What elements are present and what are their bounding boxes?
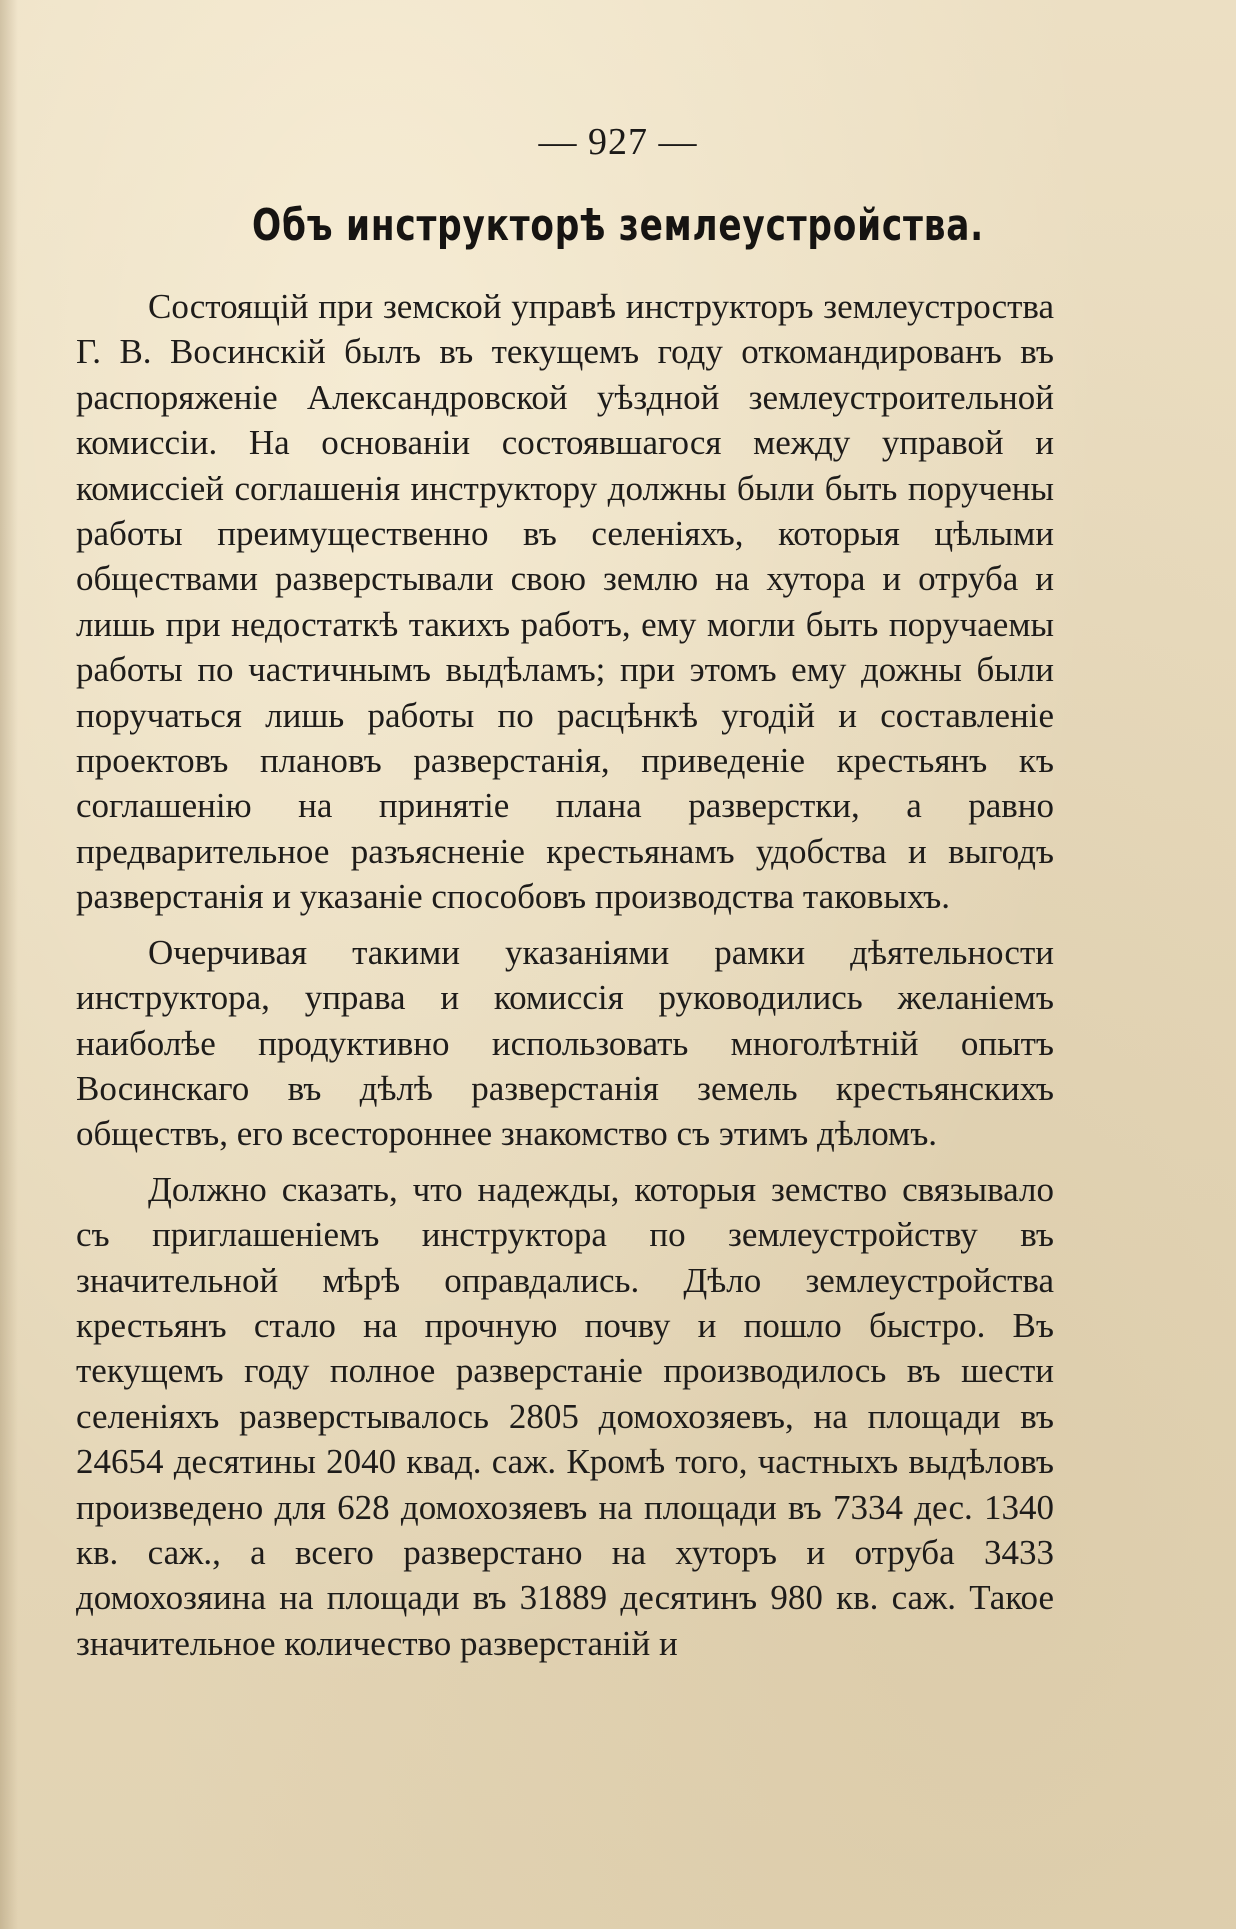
paragraph-2: Очерчивая такими указаніями рамки дѣятельности инструктора, управа и комиссія руководились желаніемъ наиболѣе продуктивно использовать многолѣтній опытъ Восинскаго въ дѣлѣ разверстанія земель крестьянскихъ обществъ, его всестороннее знакомство съ этимъ дѣломъ.	[76, 932, 1054, 1154]
page-number: — 927 —	[538, 121, 698, 163]
paragraph-1: Состоящій при земской управѣ инструкторъ землеустроства Г. В. Восинскій былъ въ текущемъ году откомандированъ въ распоряженіе Александровской уѣздной землеустроительной комиссіи. На основаніи состоявшагося между управой и комиссіей соглашенія инструктору должны были быть поручены работы преимущественно въ селеніяхъ, которыя цѣлыми обществами разверстывали свою землю на хутора и отруба и лишь при недостаткѣ такихъ работъ, ему могли быть поручаемы работы по частичнымъ выдѣламъ; при этомъ ему дожны были поручаться лишь работы по расцѣнкѣ угодій и составленіе проектовъ плановъ разверстанія, приведеніе крестьянъ къ соглашенію на принятіе плана разверстки, а равно предварительное разъясненіе крестьянамъ удобства и выгодъ разверстанія и указаніе способовъ производства таковыхъ.	[76, 287, 1054, 917]
page-edge-shadow	[0, 0, 18, 1929]
article-body	[76, 284, 1054, 1666]
article-title: Объ инструкторѣ землеустройства.	[252, 200, 984, 251]
paragraph-3: Должно сказать, что надежды, которыя земство связывало съ приглашеніемъ инструктора по землеустройству въ значительной мѣрѣ оправдались. Дѣло землеустройства крестьянъ стало на прочную почву и пошло быстро. Въ текущемъ году полное разверстаніе производилось въ шести селеніяхъ разверстывалось 2805 домохозяевъ, на площади въ 24654 десятины 2040 квад. саж. Кромѣ того, частныхъ выдѣловъ произведено для 628 домохозяевъ на площади въ 7334 дес. 1340 кв. саж., а всего разверстано на хуторъ и отруба 3433 домохозяина на площади въ 31889 десятинъ 980 кв. саж. Такое значительное количество разверстаній и	[76, 1169, 1054, 1663]
